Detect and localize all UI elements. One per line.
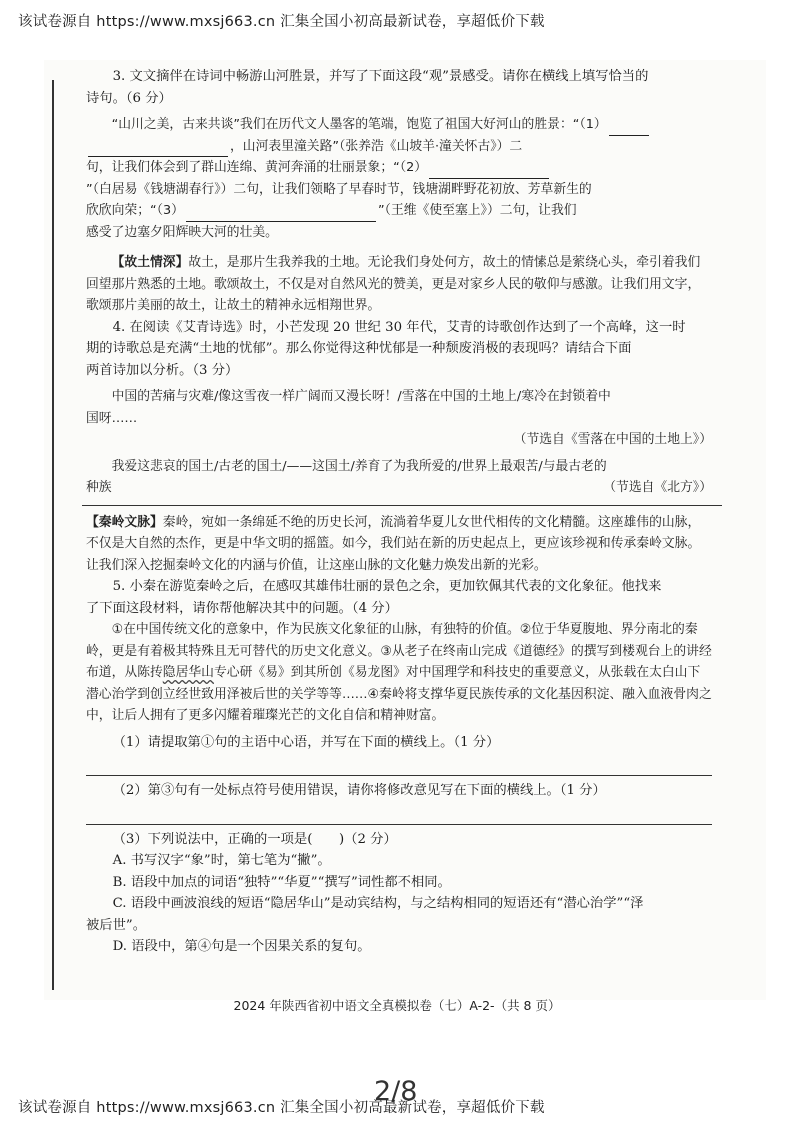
exam-content — [86, 66, 712, 958]
q3-line2b-text: 句，让我们体会到了群山连绵、黄河奔涌的壮丽景象；“（2） — [86, 160, 428, 175]
clause-2-text: 位于华夏腹地、界分南北的秦岭，更是有着极其特殊且无可替代的历史文化意义。 — [86, 622, 698, 659]
option-c-cont: 被后世”。 — [86, 917, 146, 933]
q5-sub3: （3）下列说法中，正确的一项是( )（2 分） — [112, 831, 397, 847]
page-number: 2/8 — [374, 1076, 418, 1107]
clause-4-text: 秦岭将支撑华夏民族传承的文化基因积淀、融入血液骨肉之中，让后人拥有了更多闪耀着璀璨光芒的文化自信和精神财富。 — [86, 686, 712, 723]
q5-sub2: （2）第③句有一处标点符号使用错误，请你将修改意见写在下面的横线上。（1 分） — [112, 783, 606, 798]
q5-stem-line2: 了下面这段材料，请你帮他解决其中的问题。（4 分） — [86, 600, 398, 616]
poem1-line2: 国呀…… — [86, 410, 138, 426]
binding-margin-line — [52, 80, 54, 990]
q5-passage — [86, 619, 712, 727]
q3-line4-text: 欣欣向荣；“（3） — [86, 203, 184, 218]
poem1-line1: 中国的苦痛与灾难/像这雪夜一样广阔而又漫长呀！/雪落在中国的土地上/寒冷在封锁着中 — [111, 389, 611, 404]
section-divider — [82, 505, 722, 506]
option-b: B. 语段中加点的词语“独特”“华夏”“撰写”词性都不相同。 — [112, 874, 451, 890]
q3-line2 — [86, 136, 712, 158]
q3-line2-text: ，山河表里潼关路”（张养浩《山坡羊·潼关怀古》）二 — [230, 138, 523, 154]
wavy-underlined-phrase: 隐居华山 — [162, 665, 214, 680]
q4-stem-line1: 4. 在阅读《艾青诗选》时，小芒发现 20 世纪 30 年代，艾青的诗歌创作达到了一个高峰，这一时 — [112, 319, 686, 335]
watermark-bottom: 该试卷源自 https://www.mxsj663.cn 汇集全国小初高最新试卷，享超低价下载 — [18, 1100, 545, 1116]
q3-stem-line2: 诗句。（6 分） — [86, 90, 172, 106]
guxiang-title: 【故土情深】 — [111, 255, 189, 270]
q3-line1 — [86, 114, 712, 136]
q3-line4 — [86, 200, 712, 222]
watermark-top: 该试卷源自 https://www.mxsj663.cn 汇集全国小初高最新试卷，享超低价下载 — [18, 14, 545, 30]
q5-stem-line1: 5. 小秦在游览秦岭之后，在感叹其雄伟壮丽的景色之余，更加钦佩其代表的文化象征。他找来 — [112, 579, 662, 594]
guxiang-paragraph — [86, 252, 712, 317]
clause-4-label: ④ — [367, 686, 380, 702]
clause-1-label: ① — [111, 622, 124, 637]
poem2-line2-text: 种族 — [86, 480, 112, 495]
q4-stem-line2: 期的诗歌总是充满“土地的忧郁”。那么你觉得这种忧郁是一种颓废消极的表现吗？请结合下面 — [86, 341, 632, 356]
clause-3-text-a: 从老子在终南山完成《道德经》的撰写到楼观台上的讲经布道，从陈抟 — [86, 643, 712, 680]
answer-blank-3[interactable] — [186, 205, 376, 222]
answer-line-sub2[interactable] — [86, 802, 712, 825]
answer-blank-1b[interactable] — [88, 140, 228, 157]
poem2-line2 — [86, 477, 712, 499]
q4-stem-line3: 两首诗加以分析。（3 分） — [86, 362, 239, 378]
page-footer: 2024 年陕西省初中语文全真模拟卷（七）A-2-（共 8 页） — [233, 998, 561, 1013]
q3-line4b-text: ”（王维《使至塞上》）二句，让我们 — [377, 203, 577, 218]
answer-blank-2[interactable] — [429, 162, 549, 179]
clause-1-text: 在中国传统文化的意象中，作为民族文化象征的山脉，有独特的价值。 — [123, 622, 520, 637]
option-a: A. 书写汉字“象”时，第七笔为“撇”。 — [112, 853, 331, 868]
option-c: C. 语段中画波浪线的短语“隐居华山”是动宾结构，与之结构相同的短语还有“潜心治学”“泽 — [112, 896, 644, 911]
clause-3-label: ③ — [380, 643, 392, 659]
poem1-source: （节选自《雪落在中国的土地上》） — [513, 432, 712, 447]
clause-2-label: ② — [519, 622, 532, 637]
qinling-title: 【秦岭文脉】 — [86, 514, 163, 530]
answer-blank-1a[interactable] — [609, 119, 649, 136]
guxiang-text: 故土，是那片生我养我的土地。无论我们身处何方，故土的情愫总是萦绕心头，牵引着我们回望那片熟悉的土地。歌颂故土，不仅是对自然风光的赞美，更是对家乡人民的敬仰与感激。让我们用文字，歌颂那片美丽的故土，让故土的精神永远相翔世界。 — [86, 255, 701, 313]
poem2-line1: 我爱这悲哀的国土/古老的国土/——这国土/养育了为我所爱的/世界上最艰苦/与最古老的 — [111, 458, 607, 474]
q3-line2b — [86, 157, 712, 179]
option-d: D. 语段中，第④句是一个因果关系的复句。 — [112, 939, 371, 954]
q5-sub1: （1）请提取第①句的主语中心语，并写在下面的横线上。（1 分） — [112, 734, 500, 750]
q3-line1-text: “山川之美，古来共谈”我们在历代文人墨客的笔端，饱览了祖国大好河山的胜景：“（1） — [111, 117, 607, 132]
q3-stem-line1: 3. 文文摘伴在诗词中畅游山河胜景，并写了下面这段“观”景感受。请你在横线上填写恰当的 — [112, 69, 649, 84]
qinling-paragraph — [86, 512, 712, 577]
q3-line5: 感受了边塞夕阳辉映大河的壮美。 — [86, 224, 278, 240]
answer-line-sub1[interactable] — [86, 753, 712, 776]
qinling-text: 秦岭，宛如一条绵延不绝的历史长河，流淌着华夏儿女世代相传的文化精髓。这座雄伟的山脉，不仅是大自然的杰作，更是中华文明的摇篮。如今，我们站在新的历史起点上，更应该珍视和传承秦岭文脉。让我们深入挖掘秦岭文化的内涵与价值，让这座山脉的文化魅力焕发出新的光彩。 — [86, 514, 701, 573]
poem2-source: （节选自《北方》） — [603, 480, 712, 495]
clause-3-text-b: 专心研《易》到其所创《易龙图》对中国理学和科技史的重要意义，从张载在太白山下潜心治学到创立经世致用泽被后世的关学等等…… — [86, 665, 701, 702]
q3-line3: ”（白居易《钱塘湖春行》）二句，让我们领略了早春时节，钱塘湖畔野花初放、芳草新生的 — [86, 181, 592, 197]
